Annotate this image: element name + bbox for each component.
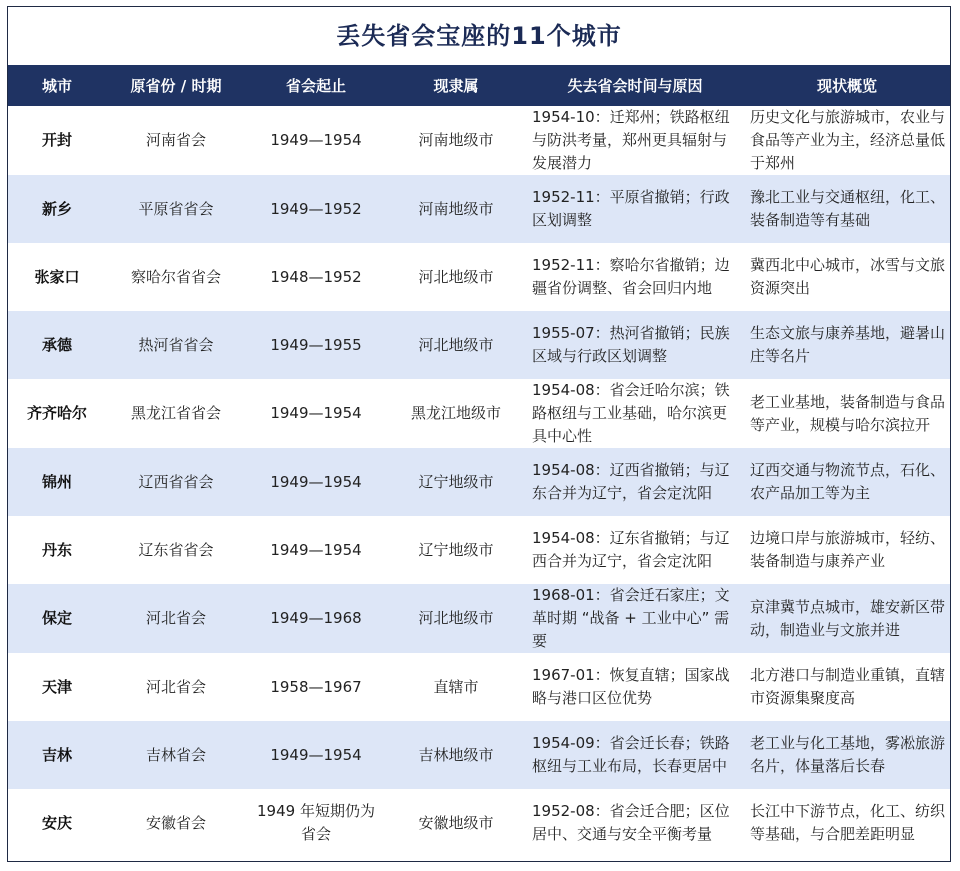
cell-current: 吉林地级市 — [386, 721, 526, 789]
cell-status: 北方港口与制造业重镇，直辖市资源集聚度高 — [744, 653, 950, 721]
cell-reason: 1967-01：恢复直辖；国家战略与港口区位优势 — [526, 653, 744, 721]
cell-current: 辽宁地级市 — [386, 516, 526, 584]
cell-status: 历史文化与旅游城市，农业与食品等产业为主，经济总量低于郑州 — [744, 106, 950, 175]
cell-status: 豫北工业与交通枢纽，化工、装备制造等有基础 — [744, 175, 950, 243]
cell-city: 天津 — [8, 653, 106, 721]
cell-status: 长江中下游节点，化工、纺织等基础，与合肥差距明显 — [744, 789, 950, 857]
cell-status: 老工业基地，装备制造与食品等产业，规模与哈尔滨拉开 — [744, 379, 950, 448]
cell-period: 1948—1952 — [246, 243, 386, 311]
cell-period: 1949 年短期仍为省会 — [246, 789, 386, 857]
cell-province: 河南省会 — [106, 106, 246, 175]
table-row — [8, 653, 950, 721]
cell-period: 1949—1955 — [246, 311, 386, 379]
cell-province: 黑龙江省省会 — [106, 379, 246, 448]
header-row — [8, 65, 950, 106]
cell-reason: 1955-07：热河省撤销；民族区域与行政区划调整 — [526, 311, 744, 379]
cell-reason: 1952-08：省会迁合肥；区位居中、交通与安全平衡考量 — [526, 789, 744, 857]
cell-reason: 1954-08：省会迁哈尔滨；铁路枢纽与工业基础，哈尔滨更具中心性 — [526, 379, 744, 448]
cell-city: 新乡 — [8, 175, 106, 243]
table-row — [8, 516, 950, 584]
table-row — [8, 175, 950, 243]
cell-period: 1958—1967 — [246, 653, 386, 721]
cell-current: 河北地级市 — [386, 584, 526, 653]
cell-city: 锦州 — [8, 448, 106, 516]
cell-current: 直辖市 — [386, 653, 526, 721]
cell-period: 1949—1954 — [246, 721, 386, 789]
cell-city: 承德 — [8, 311, 106, 379]
cell-province: 平原省省会 — [106, 175, 246, 243]
cell-city: 保定 — [8, 584, 106, 653]
table-row — [8, 106, 950, 175]
cell-period: 1949—1954 — [246, 448, 386, 516]
cell-province: 热河省省会 — [106, 311, 246, 379]
cell-reason: 1952-11：平原省撤销；行政区划调整 — [526, 175, 744, 243]
cell-city: 安庆 — [8, 789, 106, 857]
table-row — [8, 311, 950, 379]
header-reason: 失去省会时间与原因 — [526, 65, 744, 106]
cell-current: 河南地级市 — [386, 175, 526, 243]
table-row — [8, 789, 950, 857]
cell-reason: 1954-08：辽东省撤销；与辽西合并为辽宁，省会定沈阳 — [526, 516, 744, 584]
cell-reason: 1968-01：省会迁石家庄；文革时期 “战备 + 工业中心” 需要 — [526, 584, 744, 653]
cell-status: 边境口岸与旅游城市，轻纺、装备制造与康养产业 — [744, 516, 950, 584]
cell-current: 河南地级市 — [386, 106, 526, 175]
cell-status: 京津冀节点城市，雄安新区带动，制造业与文旅并进 — [744, 584, 950, 653]
cell-province: 辽西省省会 — [106, 448, 246, 516]
cell-current: 安徽地级市 — [386, 789, 526, 857]
cell-province: 辽东省省会 — [106, 516, 246, 584]
table-title: 丢失省会宝座的11个城市 — [336, 22, 622, 50]
cell-city: 丹东 — [8, 516, 106, 584]
cell-current: 河北地级市 — [386, 243, 526, 311]
cell-period: 1949—1954 — [246, 106, 386, 175]
header-province: 原省份 / 时期 — [106, 65, 246, 106]
header-period: 省会起止 — [246, 65, 386, 106]
table-row — [8, 448, 950, 516]
cell-city: 张家口 — [8, 243, 106, 311]
table-row — [8, 243, 950, 311]
cities-table — [8, 65, 950, 857]
cell-status: 生态文旅与康养基地，避暑山庄等名片 — [744, 311, 950, 379]
cell-current: 辽宁地级市 — [386, 448, 526, 516]
cell-status: 辽西交通与物流节点，石化、农产品加工等为主 — [744, 448, 950, 516]
cell-period: 1949—1954 — [246, 516, 386, 584]
cell-city: 吉林 — [8, 721, 106, 789]
cell-reason: 1954-08：辽西省撤销；与辽东合并为辽宁，省会定沈阳 — [526, 448, 744, 516]
cell-period: 1949—1954 — [246, 379, 386, 448]
cell-current: 河北地级市 — [386, 311, 526, 379]
cell-status: 老工业与化工基地，雾凇旅游名片，体量落后长春 — [744, 721, 950, 789]
cell-province: 吉林省会 — [106, 721, 246, 789]
cell-province: 河北省会 — [106, 584, 246, 653]
table-row — [8, 721, 950, 789]
cell-current: 黑龙江地级市 — [386, 379, 526, 448]
cell-province: 察哈尔省省会 — [106, 243, 246, 311]
header-status: 现状概览 — [744, 65, 950, 106]
cell-city: 开封 — [8, 106, 106, 175]
header-city: 城市 — [8, 65, 106, 106]
cell-reason: 1952-11：察哈尔省撤销；边疆省份调整、省会回归内地 — [526, 243, 744, 311]
table-row — [8, 379, 950, 448]
table-row — [8, 584, 950, 653]
cell-status: 冀西北中心城市，冰雪与文旅资源突出 — [744, 243, 950, 311]
cell-province: 安徽省会 — [106, 789, 246, 857]
table-frame — [7, 6, 951, 862]
cell-reason: 1954-09：省会迁长春；铁路枢纽与工业布局，长春更居中 — [526, 721, 744, 789]
cell-reason: 1954-10：迁郑州；铁路枢纽与防洪考量，郑州更具辐射与发展潜力 — [526, 106, 744, 175]
cell-city: 齐齐哈尔 — [8, 379, 106, 448]
cell-province: 河北省会 — [106, 653, 246, 721]
header-current: 现隶属 — [386, 65, 526, 106]
cell-period: 1949—1952 — [246, 175, 386, 243]
cell-period: 1949—1968 — [246, 584, 386, 653]
